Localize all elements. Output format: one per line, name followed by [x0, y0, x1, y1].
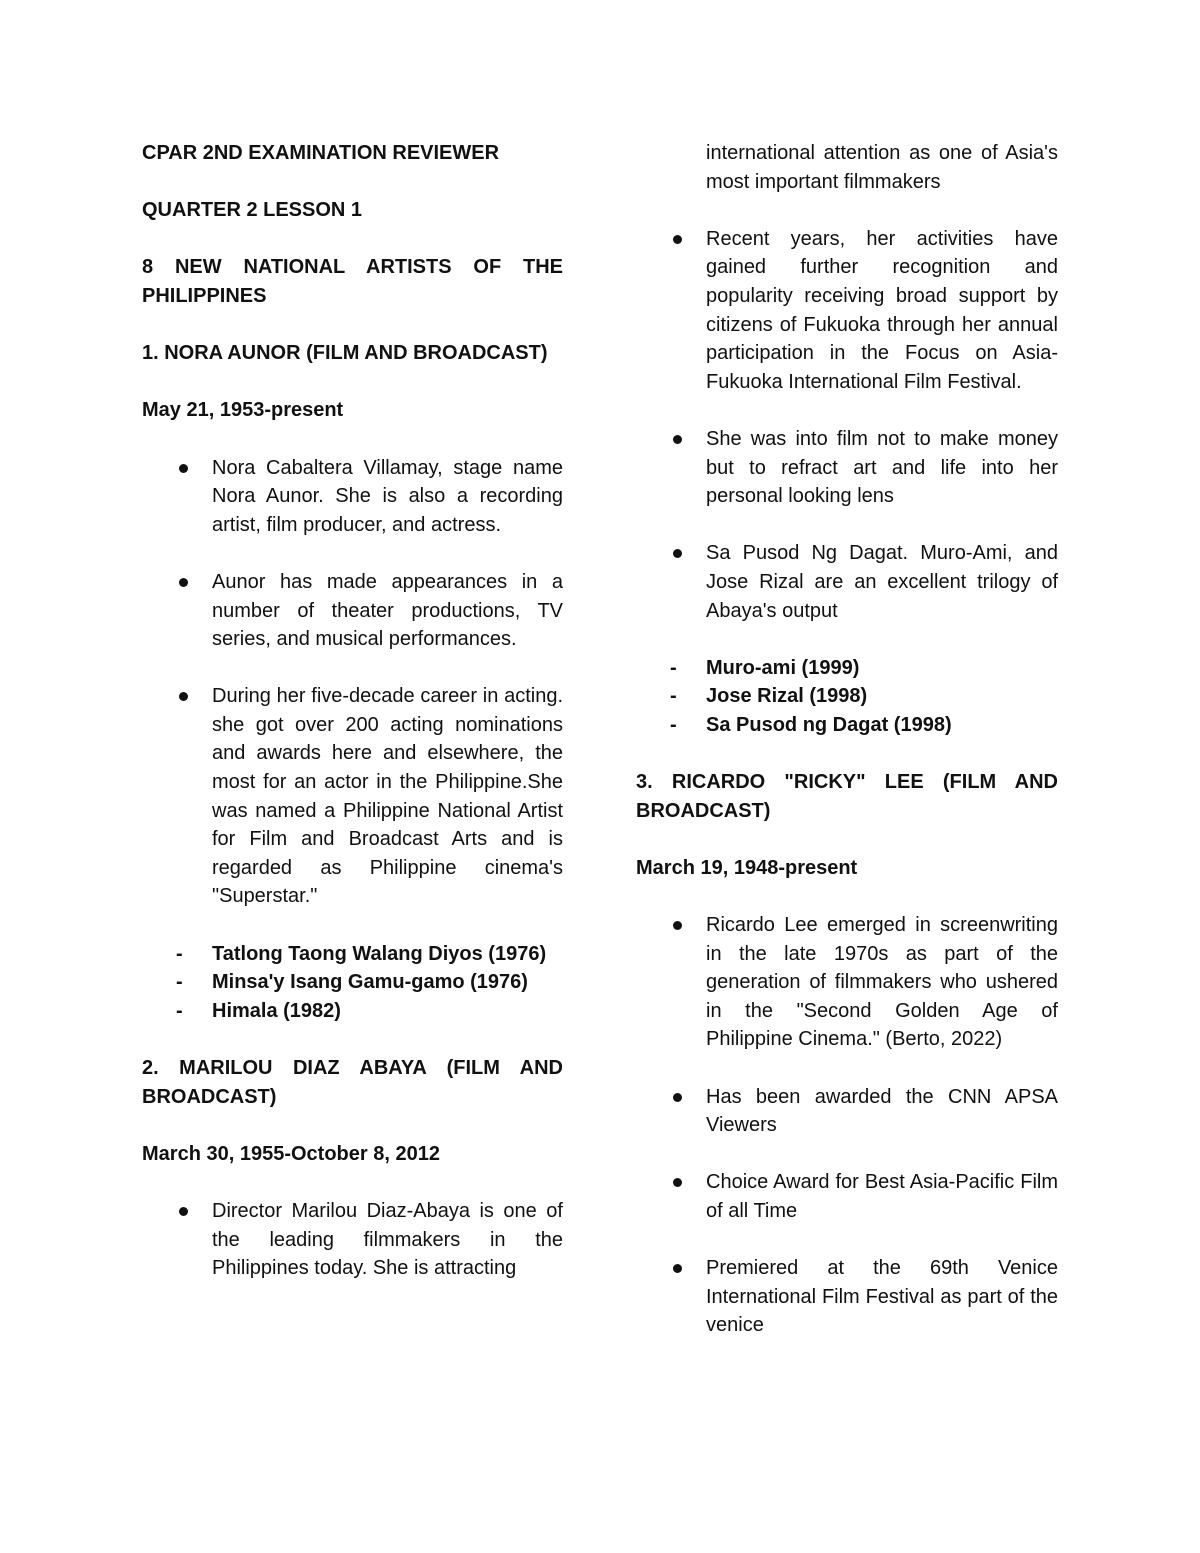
- list-item: [636, 225, 1058, 397]
- work-title: Sa Pusod ng Dagat (1998): [706, 713, 952, 736]
- bullet-icon: [179, 464, 188, 473]
- section-heading: 8 NEW NATIONAL ARTISTS OF THE PHILIPPINES: [142, 256, 563, 307]
- bullet-text: During her five-decade career in acting. she got over 200 acting nominations and awards here and elsewhere, the most for an actor in the Philippine.She was named a Philippine National Artist for Film and Broadcast Arts and is regarded as Philippine cinema's "Superstar.": [212, 685, 563, 908]
- artist-1-dates: May 21, 1953-present: [142, 399, 344, 422]
- right-column: [636, 139, 1058, 1369]
- bullet-text: Director Marilou Diaz-Abaya is one of the leading filmmakers in the Philippines today. She is attracting: [212, 1199, 563, 1280]
- bullet-text: Premiered at the 69th Venice International Film Festival as part of the venice: [706, 1257, 1058, 1337]
- bullet-text: Choice Award for Best Asia-Pacific Film of all Time: [706, 1171, 1058, 1222]
- bullet-icon: [179, 692, 188, 701]
- list-item: [636, 911, 1058, 1054]
- artist-2-dates: March 30, 1955-October 8, 2012: [142, 1142, 440, 1165]
- dash-icon: -: [176, 971, 183, 994]
- list-item: [636, 425, 1058, 511]
- bullet-text: Ricardo Lee emerged in screenwriting in the late 1970s as part of the generation of filmmakers who ushered in the "Second Golden Age of Philippine Cinema." (Berto, 2022): [706, 914, 1058, 1051]
- work-item: [636, 654, 1058, 683]
- list-item: [142, 1197, 563, 1283]
- artist-2-works-list: [636, 654, 1058, 740]
- bullet-icon: [673, 235, 682, 244]
- list-item: [142, 454, 563, 540]
- bullet-icon: [179, 578, 188, 587]
- work-item: [636, 711, 1058, 740]
- dash-icon: -: [670, 685, 677, 708]
- list-item: [142, 568, 563, 654]
- artist-2-bullet-list-cont: [636, 225, 1058, 625]
- bullet-text: Sa Pusod Ng Dagat. Muro-Ami, and Jose Rizal are an excellent trilogy of Abaya's output: [706, 542, 1058, 622]
- bullet-text: She was into film not to make money but to refract art and life into her personal looking lens: [706, 427, 1058, 508]
- bullet-icon: [673, 921, 682, 930]
- left-column: [142, 139, 563, 1311]
- list-item: [636, 1254, 1058, 1340]
- bullet-icon: [179, 1207, 188, 1216]
- dash-icon: -: [176, 942, 183, 965]
- dash-icon: -: [670, 713, 677, 736]
- dash-icon: -: [670, 656, 677, 679]
- bullet-icon: [673, 1178, 682, 1187]
- work-item: [142, 997, 563, 1026]
- list-item: [636, 539, 1058, 625]
- bullet-text: Has been awarded the CNN APSA Viewers: [706, 1085, 1058, 1137]
- work-item: [142, 940, 563, 969]
- list-item: [636, 1083, 1058, 1140]
- artist-3-dates: March 19, 1948-present: [636, 856, 858, 879]
- work-title: Muro-ami (1999): [706, 656, 860, 679]
- artist-3-bullet-list: [636, 911, 1058, 1340]
- work-title: Himala (1982): [212, 999, 341, 1022]
- continued-text: international attention as one of Asia's most important filmmakers: [706, 142, 1058, 193]
- bullet-icon: [673, 435, 682, 444]
- artist-1-bullet-list: [142, 454, 563, 912]
- bullet-icon: [673, 1264, 682, 1273]
- work-title: Minsa'y Isang Gamu-gamo (1976): [212, 971, 528, 994]
- document-title: CPAR 2ND EXAMINATION REVIEWER: [142, 142, 500, 164]
- bullet-text: Recent years, her activities have gained further recognition and popularity receiving broad support by citizens of Fukuoka through her annual participation in the Focus on Asia- Fukuoka International Film Festival.: [706, 227, 1058, 393]
- artist-3-name: 3. RICARDO "RICKY" LEE (FILM AND BROADCAST): [636, 771, 1058, 822]
- artist-1-works-list: [142, 940, 563, 1026]
- bullet-text: Aunor has made appearances in a number of theater productions, TV series, and musical performances.: [212, 570, 563, 651]
- lesson-heading: QUARTER 2 LESSON 1: [142, 199, 363, 222]
- artist-1-name: 1. NORA AUNOR (FILM AND BROADCAST): [142, 342, 548, 365]
- work-item: [142, 968, 563, 997]
- work-title: Jose Rizal (1998): [706, 685, 868, 708]
- bullet-icon: [673, 549, 682, 558]
- artist-2-name: 2. MARILOU DIAZ ABAYA (FILM AND BROADCAST): [142, 1057, 563, 1108]
- bullet-icon: [673, 1093, 682, 1102]
- dash-icon: -: [176, 999, 183, 1022]
- bullet-text: Nora Cabaltera Villamay, stage name Nora Aunor. She is also a recording artist, film producer, and actress.: [212, 456, 563, 536]
- list-item: [142, 682, 563, 911]
- work-title: Tatlong Taong Walang Diyos (1976): [212, 942, 547, 965]
- list-item: [636, 1168, 1058, 1225]
- artist-2-bullet-list: [142, 1197, 563, 1283]
- work-item: [636, 682, 1058, 711]
